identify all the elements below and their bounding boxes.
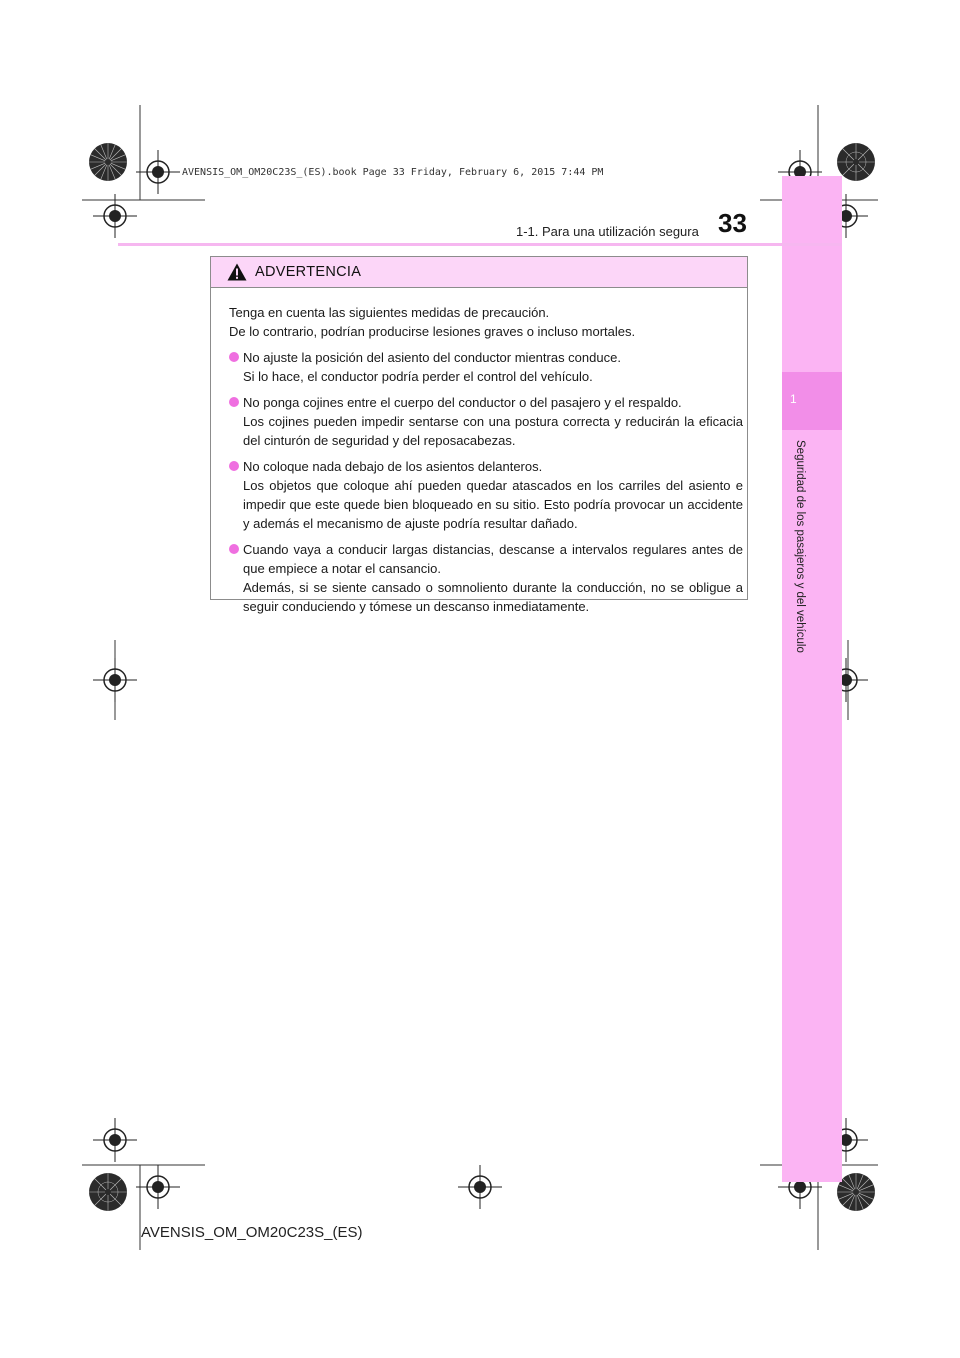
warning-item-line: Cuando vaya a conducir largas distancias, descanse a intervalos regulares antes de que empiece a notar el cansancio. (243, 542, 743, 576)
print-stamp: AVENSIS_OM_OM20C23S_(ES).book Page 33 Friday, February 6, 2015 7:44 PM (182, 167, 604, 178)
warning-triangle-icon (227, 263, 247, 281)
warning-item-line: Si lo hace, el conductor podría perder el control del vehículo. (243, 369, 593, 384)
chapter-number: 1 (790, 392, 797, 406)
warning-item-line: Los objetos que coloque ahí pueden quedar atascados en los carriles del asiento e impedir que este quede bien bloqueado en su sitio. Esto podría provocar un accidente y además el mecanismo de ajuste podría resultar dañado. (243, 478, 743, 531)
intro-line: De lo contrario, podrían producirse lesiones graves o incluso mortales. (229, 324, 636, 339)
warning-item-line: Además, si se siente cansado o somnoliento durante la conducción, no se obligue a seguir conduciendo y tómese un descanso inmediatamente. (243, 580, 743, 614)
rosette-mark-icon (836, 1172, 876, 1212)
warning-item (229, 348, 743, 386)
warning-item-line: No coloque nada debajo de los asientos delanteros. (243, 459, 543, 474)
rosette-mark-icon (836, 142, 876, 182)
warning-item-line: Los cojines pueden impedir sentarse con una postura correcta y reducirán la eficacia del cinturón de seguridad y del reposacabezas. (243, 414, 743, 448)
warning-item (229, 457, 743, 533)
warning-item (229, 540, 743, 616)
registration-mark-icon (93, 658, 137, 702)
registration-mark-icon (136, 1165, 180, 1209)
registration-mark-icon (136, 150, 180, 194)
warning-box (210, 256, 748, 614)
bullet-icon (229, 544, 239, 554)
registration-mark-icon (93, 1118, 137, 1162)
rosette-mark-icon (88, 142, 128, 182)
bullet-icon (229, 397, 239, 407)
chapter-label: Seguridad de los pasajeros y del vehículo (794, 440, 806, 653)
warning-item (229, 393, 743, 450)
intro-line: Tenga en cuenta las siguientes medidas de precaución. (229, 305, 550, 320)
bullet-icon (229, 461, 239, 471)
registration-mark-icon (458, 1165, 502, 1209)
registration-mark-icon (93, 194, 137, 238)
page-number: 33 (718, 208, 747, 238)
warning-header (211, 257, 747, 288)
warning-intro (229, 303, 743, 341)
warning-title: ADVERTENCIA (255, 264, 362, 280)
header-rule (118, 243, 842, 246)
warning-item-line: No ajuste la posición del asiento del conductor mientras conduce. (243, 350, 621, 365)
document-code: AVENSIS_OM_OM20C23S_(ES) (141, 1224, 363, 1241)
rosette-mark-icon (88, 1172, 128, 1212)
bullet-icon (229, 352, 239, 362)
section-title: 1-1. Para una utilización segura (516, 224, 699, 239)
warning-body (229, 303, 743, 616)
warning-item-line: No ponga cojines entre el cuerpo del conductor o del pasajero y el respaldo. (243, 395, 682, 410)
